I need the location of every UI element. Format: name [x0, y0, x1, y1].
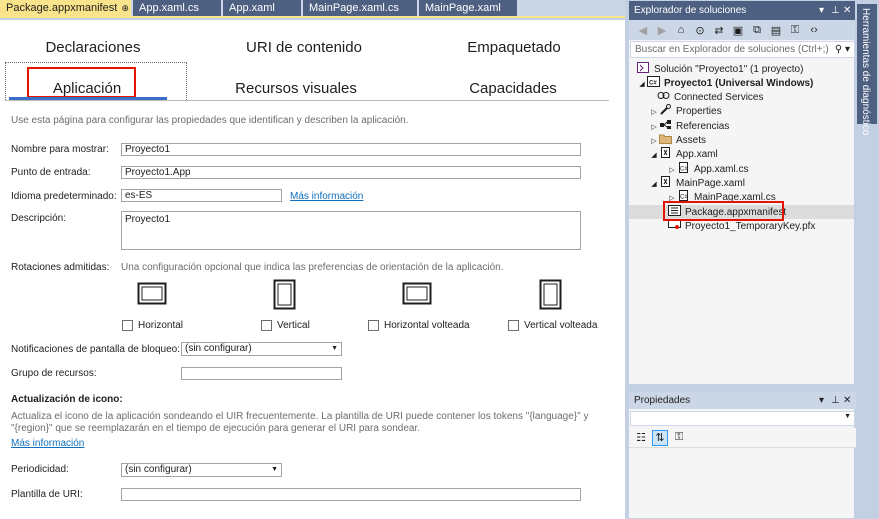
tab-uri-contenido[interactable]: URI de contenido: [246, 39, 362, 56]
pin-icon[interactable]: ⊥: [831, 5, 840, 16]
lock-screen-select[interactable]: [181, 342, 342, 356]
csharp-file-icon: [677, 162, 691, 173]
home-icon[interactable]: ⌂: [677, 24, 685, 36]
solution-explorer-titlebar: [629, 1, 856, 20]
xaml-file-icon: [659, 147, 673, 158]
solution-explorer: [628, 0, 855, 385]
collapsed-arrow-icon[interactable]: ▷: [651, 138, 657, 145]
solution-search-placeholder: Buscar en Explorador de soluciones (Ctrl+;): [635, 44, 829, 55]
forward-icon[interactable]: ▶: [657, 24, 667, 37]
periodicity-value: (sin configurar): [125, 464, 192, 475]
uri-template-field[interactable]: [121, 488, 581, 501]
tab-empaquetado[interactable]: Empaquetado: [467, 39, 561, 56]
editor-scrollbar[interactable]: [614, 20, 625, 519]
periodicity-label: Periodicidad:: [11, 464, 69, 475]
diagnostic-tools-label: Herramientas de diagnóstico: [860, 8, 871, 136]
doc-tab-mainpage-xaml-cs[interactable]: [303, 0, 417, 16]
tab-divider: [5, 100, 609, 101]
svg-text:C#: C#: [680, 194, 688, 201]
view-code-icon[interactable]: ‹›: [810, 24, 818, 36]
xaml-file-icon: [659, 176, 673, 187]
document-tab-strip: [0, 0, 625, 18]
solution-search-input[interactable]: [630, 41, 855, 58]
doc-tab-app-xaml[interactable]: [223, 0, 301, 16]
horizontal-flipped-label: Horizontal volteada: [384, 320, 470, 331]
pin-icon[interactable]: ⊕: [121, 3, 130, 13]
tab-capacidades[interactable]: Capacidades: [469, 80, 557, 97]
default-language-label: Idioma predeterminado:: [11, 191, 117, 202]
resource-group-field[interactable]: [181, 367, 342, 380]
tree-node-label: Properties: [676, 106, 722, 117]
collapsed-arrow-icon[interactable]: ▷: [651, 109, 657, 116]
wrench-icon: [659, 104, 673, 115]
highlight-box: [27, 67, 136, 98]
tree-node-mainpage-xaml[interactable]: [649, 176, 745, 190]
expanded-arrow-icon[interactable]: ◢: [651, 152, 657, 159]
window-position-icon[interactable]: ▾: [819, 5, 825, 16]
chevron-down-icon: ▼: [844, 413, 851, 420]
periodicity-select[interactable]: [121, 463, 282, 477]
doc-tab-label: MainPage.xaml.cs: [309, 2, 399, 14]
properties-panel: [628, 391, 855, 519]
horizontal-label: Horizontal: [138, 320, 184, 331]
landscape-flipped-icon: [402, 279, 432, 309]
rotations-hint: Una configuración opcional que indica las preferencias de orientación de la aplicación.: [121, 262, 504, 273]
diagnostic-tools-tab[interactable]: [857, 4, 877, 136]
csharp-project-icon: [647, 76, 661, 87]
categorized-icon[interactable]: ☷: [636, 432, 646, 444]
solution-explorer-toolbar: [629, 20, 856, 40]
entry-point-field[interactable]: Proyecto1.App: [121, 166, 581, 179]
alphabetical-icon[interactable]: ⇅: [652, 430, 668, 446]
doc-tab-package-appxmanifest[interactable]: [0, 0, 131, 16]
tab-aplicacion[interactable]: Aplicación: [52, 80, 122, 97]
description-field[interactable]: Proyecto1: [121, 211, 581, 250]
csharp-file-icon: [677, 190, 691, 201]
description-label: Descripción:: [11, 213, 67, 224]
entry-point-label: Punto de entrada:: [11, 167, 91, 178]
doc-tab-mainpage-xaml[interactable]: [419, 0, 517, 16]
tile-update-desc-2: "{region}" que se reemplazarán en el tiempo de ejecución para generar el URI para sondear.: [11, 423, 421, 434]
tree-node-label: Connected Services: [674, 92, 764, 103]
tile-more-info-link[interactable]: Más información: [11, 438, 85, 449]
tree-node-solution[interactable]: [637, 62, 803, 76]
collapsed-arrow-icon[interactable]: ▷: [669, 167, 675, 174]
properties-icon[interactable]: ⚿: [790, 23, 800, 36]
svg-text:C#: C#: [680, 166, 688, 173]
tree-node-temporary-key[interactable]: [668, 219, 815, 233]
portrait-flipped-icon: [537, 279, 565, 311]
tree-node-label: Assets: [676, 135, 707, 146]
doc-tab-label: MainPage.xaml: [425, 2, 501, 14]
folder-icon: [659, 133, 673, 144]
tree-node-label: Package.appxmanifest: [685, 207, 787, 218]
solution-icon: [637, 62, 651, 73]
more-info-link[interactable]: Más información: [290, 191, 364, 202]
collapse-all-icon[interactable]: ▣: [732, 24, 744, 37]
show-all-files-icon[interactable]: ⧉: [753, 23, 761, 36]
default-language-field[interactable]: es-ES: [121, 189, 282, 202]
rotations-label: Rotaciones admitidas:: [11, 262, 110, 273]
search-icon[interactable]: ⚲ ▾: [834, 44, 850, 55]
properties-toolbar: [629, 428, 856, 448]
doc-tab-label: App.xaml.cs: [139, 2, 199, 14]
vertical-flipped-checkbox[interactable]: [508, 320, 519, 331]
tree-node-properties[interactable]: [649, 104, 722, 118]
display-name-field[interactable]: Proyecto1: [121, 143, 581, 156]
window-position-icon[interactable]: ▾: [819, 395, 825, 406]
tree-node-label: Referencias: [676, 121, 730, 132]
close-icon[interactable]: ✕: [843, 5, 852, 16]
tab-recursos-visuales[interactable]: Recursos visuales: [235, 80, 357, 97]
manifest-editor: [0, 20, 625, 519]
vertical-flipped-label: Vertical volteada: [524, 320, 598, 331]
tree-node-label: MainPage.xaml.cs: [694, 192, 776, 203]
chevron-down-icon: ▼: [271, 466, 278, 473]
collapsed-arrow-icon[interactable]: ▷: [669, 195, 675, 202]
tree-node-label: Proyecto1_TemporaryKey.pfx: [685, 221, 816, 232]
tree-node-project[interactable]: [637, 76, 813, 90]
back-icon[interactable]: ◀: [638, 24, 648, 37]
chevron-down-icon: ▼: [331, 345, 338, 352]
vertical-label: Vertical: [277, 320, 310, 331]
sync-icon[interactable]: ⇄: [714, 24, 724, 37]
tile-update-title: Actualización de icono:: [11, 394, 123, 405]
connected-services-icon: [657, 90, 671, 101]
tile-update-desc-1: Actualiza el icono de la aplicación sondeando el UIR frecuentemente. La plantilla de URI puede contener los tokens "{language}" y: [11, 411, 589, 422]
tree-node-app-xaml[interactable]: [649, 147, 718, 161]
uri-template-label: Plantilla de URI:: [11, 489, 83, 500]
collapsed-arrow-icon[interactable]: ▷: [651, 124, 657, 131]
highlight-box: [663, 201, 787, 221]
property-pages-icon[interactable]: ⚿: [674, 431, 684, 443]
display-name-label: Nombre para mostrar:: [11, 144, 109, 155]
portrait-icon: [271, 279, 299, 311]
landscape-icon: [137, 279, 167, 309]
solution-explorer-title: Explorador de soluciones: [634, 5, 747, 16]
properties-title: Propiedades: [634, 395, 691, 406]
properties-titlebar: [629, 392, 856, 409]
tree-node-referencias[interactable]: [649, 119, 729, 133]
horizontal-flipped-checkbox[interactable]: [368, 320, 379, 331]
tree-node-assets[interactable]: [649, 133, 706, 147]
doc-tab-label: Package.appxmanifest: [6, 2, 118, 14]
resource-group-label: Grupo de recursos:: [11, 368, 97, 379]
expanded-arrow-icon[interactable]: ◢: [651, 181, 657, 188]
tree-node-app-xaml-cs[interactable]: [667, 162, 748, 176]
lock-screen-label: Notificaciones de pantalla de bloqueo:: [11, 344, 181, 355]
doc-tab-label: App.xaml: [229, 2, 275, 14]
tree-node-label: MainPage.xaml: [676, 178, 745, 189]
horizontal-checkbox[interactable]: [122, 320, 133, 331]
close-icon[interactable]: ✕: [843, 395, 852, 406]
svg-text:C#: C#: [649, 80, 657, 87]
tree-node-label: App.xaml.cs: [694, 164, 749, 175]
tree-node-label: App.xaml: [676, 149, 718, 160]
lock-screen-value: (sin configurar): [185, 343, 252, 354]
tree-node-label: Solución "Proyecto1" (1 proyecto): [654, 64, 804, 75]
properties-object-select[interactable]: [630, 411, 855, 426]
expanded-arrow-icon[interactable]: ◢: [639, 81, 645, 88]
tree-node-label: Proyecto1 (Universal Windows): [664, 78, 814, 89]
pin-icon[interactable]: ⊥: [831, 395, 840, 406]
references-icon: [659, 119, 673, 130]
vertical-checkbox[interactable]: [261, 320, 272, 331]
refresh-icon[interactable]: ▤: [770, 24, 782, 37]
doc-tab-app-xaml-cs[interactable]: [133, 0, 221, 16]
tree-node-connected-services[interactable]: [657, 90, 764, 104]
intro-text: Use esta página para configurar las propiedades que identifican y describen la aplicación.: [11, 115, 409, 126]
pending-changes-icon[interactable]: ⊙: [695, 24, 705, 37]
tab-declaraciones[interactable]: Declaraciones: [45, 39, 141, 56]
